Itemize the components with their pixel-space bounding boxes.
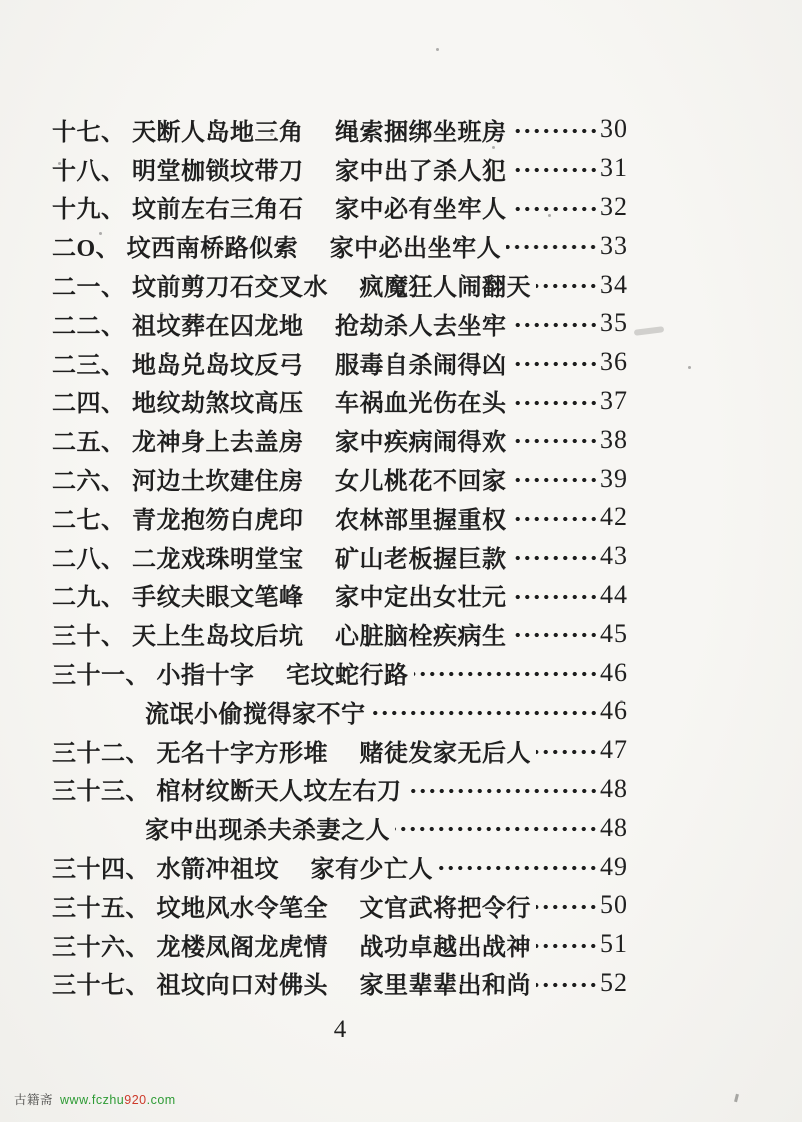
dot-leader [536,731,598,770]
toc-entry [52,692,628,731]
scan-speck [58,162,61,165]
toc-entry [52,110,628,149]
entry-subtitle: 家中必有坐牢人 [335,197,507,224]
toc-entry [52,925,628,964]
entry-page-number: 36 [600,347,628,377]
toc-entry-text [52,228,501,263]
entry-page-number: 34 [600,269,628,299]
entry-title: 祖坟葬在囚龙地 [132,313,304,340]
entry-page-number: 48 [600,773,628,803]
entry-subtitle: 家中出了杀人犯 [335,158,507,185]
watermark-url-part2: 920 [124,1093,147,1107]
entry-page-number: 50 [600,890,628,920]
toc-entry-text [52,112,507,147]
toc-entry-text [52,151,507,186]
dot-leader [395,808,598,847]
entry-title: 龙楼凤阁龙虎情 [156,934,328,961]
dot-leader [506,226,598,265]
entry-subtitle: 疯魔狂人闹翻天 [359,275,531,302]
entry-number: 十九、 [52,197,126,224]
entry-number: 二O、 [52,236,121,263]
entry-subtitle: 服毒自杀闹得凶 [335,352,507,379]
toc-entry [52,149,628,188]
toc-entry-text [52,655,409,690]
dot-leader [512,343,599,382]
entry-subtitle: 心脏脑栓疾病生 [335,624,507,651]
entry-title: 明堂枷锁坟带刀 [132,158,304,185]
entry-subtitle: 家有少亡人 [310,857,433,884]
entry-subtitle: 绳索捆绑坐班房 [335,119,507,146]
toc-entry [52,498,628,537]
dot-leader [512,537,599,576]
entry-number: 二五、 [52,430,126,457]
entry-page-number: 52 [600,967,628,997]
entry-title: 水箭冲祖坟 [156,857,279,884]
toc-entry-text [52,383,507,418]
entry-title: 家中出现杀夫杀妻之人 [145,818,390,845]
toc-entry-text [52,189,507,224]
entry-title: 二龙戏珠明堂宝 [132,546,304,573]
toc-entry-text [52,306,507,341]
scan-speck [160,312,163,315]
entry-page-number: 39 [600,463,628,493]
entry-page-number: 46 [600,657,628,687]
entry-page-number: 48 [600,812,628,842]
toc-entry [52,459,628,498]
dot-leader [438,847,598,886]
dot-leader [512,382,599,421]
entry-number: 三十五、 [52,895,150,922]
watermark-url-part1: www.fczhu [60,1093,125,1107]
entry-number: 二四、 [52,391,126,418]
dot-leader [512,498,599,537]
entry-number: 三十三、 [52,779,150,806]
scan-speck [492,146,495,149]
dot-leader [371,692,599,731]
dot-leader [512,304,599,343]
watermark-site-name: 古籍斋 [14,1093,54,1107]
entry-title: 地岛兑岛坟反弓 [132,352,304,379]
toc-entry-text [52,965,531,1000]
entry-number: 二七、 [52,507,126,534]
entry-title: 龙神身上去盖房 [132,430,304,457]
entry-number: 十八、 [52,158,126,185]
dot-leader [512,614,599,653]
entry-page-number: 49 [600,851,628,881]
toc-entry [52,886,628,925]
toc-entry [52,576,628,615]
entry-subtitle: 农林部里握重权 [335,507,507,534]
scan-speck [120,905,123,908]
entry-title: 坟西南桥路似索 [126,236,299,263]
entry-page-number: 42 [600,502,628,532]
entry-page-number: 46 [600,696,628,726]
entry-page-number: 33 [600,230,628,260]
dot-leader [512,110,599,149]
entry-title: 棺材纹断天人坟左右刀 [156,779,402,806]
entry-title: 青龙抱笏白虎印 [132,507,304,534]
dot-leader [536,265,598,304]
dot-leader [536,964,598,1003]
dot-leader [536,925,598,964]
toc-entry [52,808,628,847]
entry-subtitle: 家中必出坐牢人 [329,236,502,263]
entry-title: 河边土坎建住房 [132,469,304,496]
toc-entry [52,614,628,653]
toc-entry-text [52,345,507,380]
entry-subtitle: 赌徒发家无后人 [359,740,531,767]
toc-entry-text [52,461,507,496]
entry-page-number: 32 [600,191,628,221]
entry-subtitle: 家中疾病闹得欢 [335,430,507,457]
entry-number: 二一、 [52,275,126,302]
watermark [14,1090,176,1108]
scan-mark [734,1094,739,1102]
toc-entry [52,382,628,421]
toc-entry-text [52,577,507,612]
scan-speck [270,133,273,136]
watermark-url-part3: .com [146,1093,176,1107]
entry-page-number: 45 [600,618,628,648]
toc-entry-text [52,694,366,729]
entry-subtitle: 宅坟蛇行路 [286,663,409,690]
toc-entry [52,343,628,382]
toc-entry-text [52,771,402,806]
entry-subtitle: 战功卓越出战神 [359,934,531,961]
toc-entry [52,265,628,304]
toc-entry [52,304,628,343]
toc-entry [52,964,628,1003]
entry-number: 二二、 [52,313,126,340]
entry-subtitle: 文官武将把令行 [359,895,531,922]
entry-title: 祖坟向口对佛头 [156,973,328,1000]
entry-number: 三十二、 [52,740,150,767]
toc-entry [52,537,628,576]
entry-number: 二六、 [52,469,126,496]
dot-leader [414,653,599,692]
entry-number: 三十、 [52,624,126,651]
toc-entry-text [52,733,531,768]
entry-subtitle: 抢劫杀人去坐牢 [335,313,507,340]
scan-speck [196,211,199,214]
toc-entry [52,770,628,809]
scan-speck [548,214,551,217]
entry-number: 三十四、 [52,857,150,884]
scan-speck [352,474,355,477]
toc-entry-text [52,849,433,884]
entry-title: 天上生岛坟后坑 [132,624,304,651]
dot-leader [512,188,599,227]
table-of-contents [52,110,628,1002]
toc-entry-text [52,500,507,535]
entry-page-number: 31 [600,153,628,183]
scan-speck [436,48,439,51]
toc-entry [52,731,628,770]
entry-page-number: 35 [600,308,628,338]
entry-page-number: 51 [600,929,628,959]
scan-speck [688,366,691,369]
entry-subtitle: 女儿桃花不回家 [335,469,507,496]
entry-subtitle: 车祸血光伤在头 [335,391,507,418]
dot-leader [512,420,599,459]
entry-number: 二三、 [52,352,126,379]
entry-number: 三十一、 [52,663,150,690]
entry-title: 手纹夫眼文笔峰 [132,585,304,612]
entry-title: 小指十字 [156,663,255,690]
entry-page-number: 43 [600,541,628,571]
toc-entry [52,188,628,227]
entry-title: 坟地风水令笔全 [156,895,328,922]
toc-entry [52,226,628,265]
entry-page-number: 38 [600,424,628,454]
entry-title: 天断人岛地三角 [132,119,304,146]
dot-leader [512,459,599,498]
entry-page-number: 37 [600,385,628,415]
dot-leader [512,576,599,615]
toc-entry-text [52,422,507,457]
toc-entry-text [52,927,531,962]
toc-entry [52,653,628,692]
entry-page-number: 44 [600,579,628,609]
entry-page-number: 30 [600,114,628,144]
entry-number: 十七、 [52,119,126,146]
entry-title: 坟前剪刀石交叉水 [132,275,328,302]
toc-entry-text [52,539,507,574]
entry-number: 三十七、 [52,973,150,1000]
entry-title: 地纹劫煞坟高压 [132,391,304,418]
scan-speck [620,700,623,703]
toc-entry-text [52,616,507,651]
toc-entry-text [52,888,531,923]
dot-leader [512,149,599,188]
entry-subtitle: 家里辈辈出和尚 [359,973,531,1000]
toc-entry-text [52,810,390,845]
entry-subtitle: 矿山老板握巨款 [335,546,507,573]
toc-entry [52,847,628,886]
toc-entry [52,420,628,459]
entry-title: 流氓小偷搅得家不宁 [145,701,366,728]
entry-title: 坟前左右三角石 [132,197,304,224]
dot-leader [536,886,598,925]
dot-leader [407,770,599,809]
entry-number: 三十六、 [52,934,150,961]
entry-page-number: 47 [600,735,628,765]
entry-title: 无名十字方形堆 [156,740,328,767]
entry-subtitle: 家中定出女壮元 [335,585,507,612]
entry-number: 二九、 [52,585,126,612]
scan-smudge [634,326,665,336]
page-number: 4 [333,1016,347,1043]
toc-entry-text [52,267,531,302]
entry-number: 二八、 [52,546,126,573]
scan-speck [99,232,102,235]
